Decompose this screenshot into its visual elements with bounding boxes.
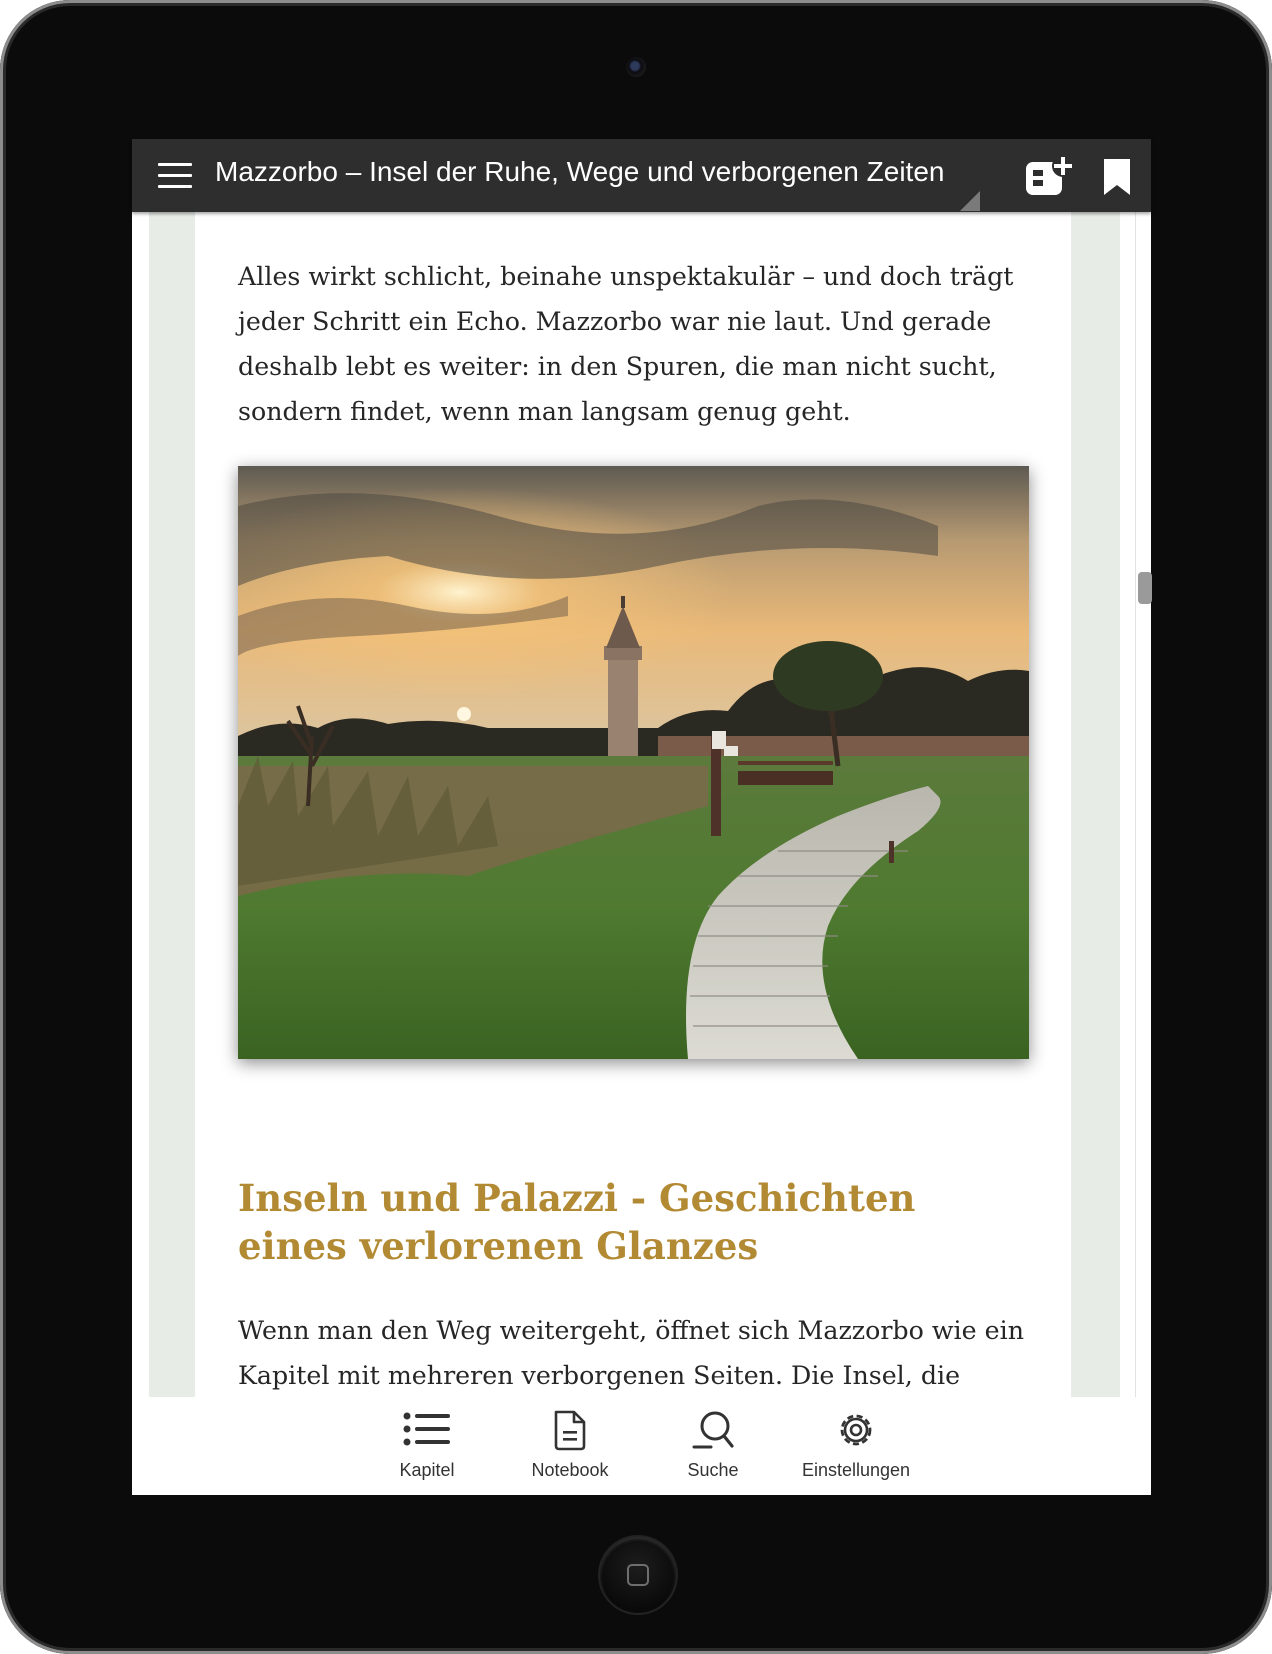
nav-label: Suche xyxy=(687,1460,739,1480)
camera xyxy=(626,57,646,77)
list-icon xyxy=(402,1409,452,1449)
section-heading: Inseln und Palazzi - Geschichten eines verlorenen Glanzes xyxy=(238,1176,916,1268)
nav-einstellungen[interactable] xyxy=(781,1397,931,1495)
gear-icon xyxy=(835,1409,877,1451)
search-icon xyxy=(691,1409,735,1451)
hamburger-menu-icon[interactable] xyxy=(158,163,192,189)
title-corner-triangle xyxy=(960,191,980,211)
nav-label: Einstellungen xyxy=(801,1460,911,1480)
bookmark-icon[interactable] xyxy=(1102,157,1132,197)
landscape-photo xyxy=(238,466,1029,1059)
scrollbar[interactable] xyxy=(1135,212,1150,1397)
nav-notebook[interactable] xyxy=(495,1397,645,1495)
paragraph: Alles wirkt schlicht, beinahe unspektakulär – und doch trägt jeder Schritt ein Echo. Mazzorbo war nie laut. Und gerade deshalb lebt es weiter: in den Spuren, die man nicht sucht, sondern findet, wenn man langsam genug geht. xyxy=(238,262,1014,426)
nav-label: Notebook xyxy=(531,1460,609,1480)
home-button[interactable] xyxy=(600,1537,676,1613)
document-title: Mazzorbo – Insel der Ruhe, Wege und verborgenen Zeiten xyxy=(215,156,945,187)
paragraph: Wenn man den Weg weitergeht, öffnet sich Mazzorbo wie ein Kapitel mit mehreren verborgenen Seiten. Die Insel, die xyxy=(238,1316,1025,1390)
reader-content[interactable] xyxy=(132,212,1151,1397)
document-icon xyxy=(552,1409,588,1451)
scrollbar-thumb[interactable] xyxy=(1138,572,1152,604)
nav-suche[interactable] xyxy=(638,1397,788,1495)
top-bar xyxy=(132,139,1151,212)
screen xyxy=(132,139,1151,1495)
add-note-icon[interactable] xyxy=(1025,155,1073,197)
home-square-icon xyxy=(627,1564,649,1586)
nav-kapitel[interactable] xyxy=(352,1397,502,1495)
bottom-navigation xyxy=(132,1397,1151,1495)
nav-label: Kapitel xyxy=(399,1460,455,1480)
